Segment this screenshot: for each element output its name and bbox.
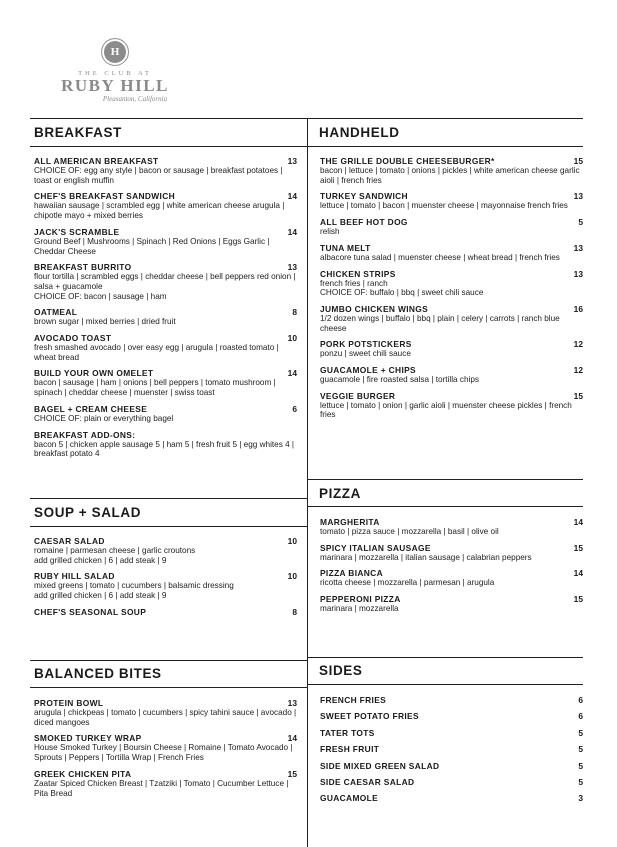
menu-item-description: CHOICE OF: plain or everything bagel xyxy=(34,413,174,423)
menu-item-name: AVOCADO TOAST xyxy=(34,333,112,344)
menu-item-price: 13 xyxy=(573,268,583,279)
bites-top-rule xyxy=(30,660,307,661)
menu-item-name: TATER TOTS xyxy=(320,727,375,738)
menu-item-name: JACK'S SCRAMBLE xyxy=(34,226,120,237)
menu-item-description: guacamole | fire roasted salsa | tortilla chips xyxy=(320,375,479,385)
menu-item-description: marinara | mozzarella xyxy=(320,604,399,614)
menu-item-description: add grilled chicken | 6 | add steak | 9 xyxy=(34,591,167,601)
logo-tagline: THE CLUB AT xyxy=(78,70,152,77)
pizza-top-rule xyxy=(307,479,583,480)
menu-item-name: RUBY HILL SALAD xyxy=(34,571,115,582)
seal-emblem-icon xyxy=(101,38,129,66)
menu-item-name: GUACAMOLE + CHIPS xyxy=(320,365,416,376)
menu-item-name: SWEET POTATO FRIES xyxy=(320,711,419,722)
menu-item-price: 12 xyxy=(573,365,583,376)
menu-item-description: romaine | parmesan cheese | garlic croutons xyxy=(34,546,196,555)
menu-item-price: 6 xyxy=(578,711,583,722)
menu-item-name: SIDE CAESAR SALAD xyxy=(320,776,415,787)
menu-item-description: fresh smashed avocado | over easy egg | arugula | roasted tomato | wheat bread xyxy=(34,343,279,362)
menu-item-description: ricotta cheese | mozzarella | parmesan | arugula xyxy=(320,578,495,588)
menu-item-name: CAESAR SALAD xyxy=(34,536,105,546)
menu-item-name: GREEK CHICKEN PITA xyxy=(34,768,132,779)
menu-item-price: 15 xyxy=(287,768,297,779)
breakfast-title: BREAKFAST xyxy=(34,125,122,140)
soup-salad-items xyxy=(34,536,297,623)
menu-item-name: CHICKEN STRIPS xyxy=(320,268,396,279)
menu-item xyxy=(320,777,583,787)
menu-item-price: 5 xyxy=(578,217,583,228)
menu-item-price: 14 xyxy=(287,226,297,237)
menu-item xyxy=(34,156,297,185)
menu-item xyxy=(34,307,297,327)
handheld-title-rule xyxy=(307,146,583,147)
menu-item-name: THE GRILLE DOUBLE CHEESEBURGER* xyxy=(320,156,495,166)
menu-item-price: 5 xyxy=(578,727,583,738)
menu-item xyxy=(34,262,297,301)
menu-item-name: ALL BEEF HOT DOG xyxy=(320,217,408,228)
menu-item-name: TURKEY SANDWICH xyxy=(320,191,408,202)
pizza-items xyxy=(320,517,583,620)
menu-item-price: 5 xyxy=(578,744,583,755)
menu-item xyxy=(320,594,583,614)
menu-item-description: marinara | mozzarella | italian sausage | calabrian peppers xyxy=(320,552,532,562)
menu-item xyxy=(34,333,297,362)
menu-item xyxy=(34,571,297,600)
menu-item xyxy=(34,191,297,220)
menu-item-price: 3 xyxy=(578,793,583,804)
handheld-title: HANDHELD xyxy=(319,125,400,140)
soup-title-rule xyxy=(30,526,307,527)
balanced-bites-title: BALANCED BITES xyxy=(34,666,162,681)
menu-item xyxy=(320,191,583,211)
menu-item-price: 14 xyxy=(287,191,297,202)
menu-item xyxy=(320,517,583,537)
menu-item-name: BUILD YOUR OWN OMELET xyxy=(34,368,154,379)
menu-item xyxy=(320,711,583,721)
club-logo xyxy=(50,38,180,103)
menu-item-price: 5 xyxy=(578,776,583,787)
menu-item-description: french fries | ranch xyxy=(320,278,388,288)
menu-item-description: CHOICE OF: buffalo | bbq | sweet chili sauce xyxy=(320,288,484,298)
menu-item-price: 10 xyxy=(287,571,297,582)
menu-item-description: hawaiian sausage | scrambled egg | white american cheese arugula | chipotle mayo + mixed berries xyxy=(34,201,285,221)
menu-item xyxy=(34,769,297,798)
menu-item-price: 15 xyxy=(573,156,583,166)
menu-item xyxy=(320,391,583,420)
menu-item-description: CHOICE OF: bacon | sausage | ham xyxy=(34,291,167,301)
menu-item-price: 13 xyxy=(287,262,297,273)
menu-item-name: BREAKFAST ADD-ONS: xyxy=(34,429,136,440)
sides-top-rule xyxy=(307,657,583,658)
menu-item-price: 14 xyxy=(287,733,297,744)
menu-item-price: 6 xyxy=(292,403,297,414)
menu-item xyxy=(320,761,583,771)
menu-item-name: ALL AMERICAN BREAKFAST xyxy=(34,156,159,166)
menu-item-description: bacon | sausage | ham | onions | bell peppers | tomato mushroom | spinach | cheddar cheese | muenster | swiss toast xyxy=(34,378,276,398)
menu-item-price: 15 xyxy=(573,390,583,401)
menu-item-description: tomato | pizza sauce | mozzarella | basil | olive oil xyxy=(320,527,499,536)
menu-item xyxy=(320,793,583,803)
menu-item-name: BREAKFAST BURRITO xyxy=(34,262,132,273)
menu-item-price: 5 xyxy=(578,760,583,771)
handheld-items xyxy=(320,156,583,426)
menu-item-description: 1/2 dozen wings | buffalo | bbq | plain | celery | carrots | ranch blue cheese xyxy=(320,313,560,333)
menu-item-price: 8 xyxy=(292,606,297,617)
menu-item-description: bacon | lettuce | tomato | onions | pickles | white american cheese garlic aioli | french fries xyxy=(320,166,580,185)
menu-item xyxy=(34,227,297,256)
menu-item xyxy=(320,269,583,298)
menu-item xyxy=(320,156,583,185)
menu-item-price: 16 xyxy=(573,303,583,314)
menu-item xyxy=(34,430,297,459)
menu-item-price: 15 xyxy=(573,542,583,553)
menu-item-price: 14 xyxy=(287,368,297,379)
soup-salad-title: SOUP + SALAD xyxy=(34,505,142,520)
menu-item-name: FRENCH FRIES xyxy=(320,695,387,705)
menu-item-price: 10 xyxy=(287,536,297,546)
menu-item xyxy=(320,304,583,333)
menu-item-description: bacon 5 | chicken apple sausage 5 | ham 5 | fresh fruit 5 | egg whites 4 | breakfast potato 4 xyxy=(34,439,295,459)
menu-item-name: SPICY ITALIAN SAUSAGE xyxy=(320,542,431,553)
menu-item xyxy=(320,568,583,588)
menu-item-name: SMOKED TURKEY WRAP xyxy=(34,733,142,744)
menu-item-description: relish xyxy=(320,227,340,237)
breakfast-items xyxy=(34,156,297,465)
menu-item xyxy=(320,365,583,385)
menu-item-price: 8 xyxy=(292,307,297,318)
menu-item-description: brown sugar | mixed berries | dried fruit xyxy=(34,317,176,327)
menu-item-name: OATMEAL xyxy=(34,307,78,318)
menu-item-description: ponzu | sweet chili sauce xyxy=(320,349,411,359)
balanced-bites-items xyxy=(34,698,297,804)
menu-item-name: MARGHERITA xyxy=(320,517,380,527)
menu-item-price: 13 xyxy=(573,191,583,202)
menu-item-name: PROTEIN BOWL xyxy=(34,698,104,708)
seal-monogram: H xyxy=(110,46,120,58)
menu-item-name: JUMBO CHICKEN WINGS xyxy=(320,303,429,314)
menu-item-price: 13 xyxy=(287,156,297,166)
menu-item-description: CHOICE OF: egg any style | bacon or sausage | breakfast potatoes | toast or english muffin xyxy=(34,166,283,185)
sides-title-rule xyxy=(307,684,583,685)
menu-item-description: arugula | chickpeas | tomato | cucumbers | spicy tahini sauce | avocado | diced mangoes xyxy=(34,708,297,727)
logo-name: RUBY HILL xyxy=(61,76,169,95)
menu-item-price: 10 xyxy=(287,333,297,344)
menu-item xyxy=(34,698,297,727)
menu-item xyxy=(320,543,583,563)
menu-item-name: TUNA MELT xyxy=(320,242,371,253)
menu-item-name: GUACAMOLE xyxy=(320,793,379,804)
menu-item-price: 13 xyxy=(573,242,583,253)
menu-item-name: FRESH FRUIT xyxy=(320,744,380,755)
menu-item-description: Zaatar Spiced Chicken Breast | Tzatziki | Tomato | Cucumber Lettuce | Pita Bread xyxy=(34,778,289,798)
sides-items xyxy=(320,695,583,810)
bites-title-rule xyxy=(30,687,307,688)
breakfast-title-rule xyxy=(30,146,307,147)
menu-item-name: CHEF'S SEASONAL SOUP xyxy=(34,606,147,617)
menu-item-price: 14 xyxy=(573,568,583,579)
menu-item xyxy=(320,728,583,738)
menu-item xyxy=(320,217,583,237)
menu-item-price: 6 xyxy=(578,695,583,705)
menu-item xyxy=(34,733,297,762)
pizza-title-rule xyxy=(307,506,583,507)
menu-item-price: 13 xyxy=(287,698,297,708)
menu-item xyxy=(320,243,583,263)
menu-item-name: BAGEL + CREAM CHEESE xyxy=(34,403,148,414)
menu-item-name: SIDE MIXED GREEN SALAD xyxy=(320,760,440,771)
menu-item xyxy=(34,368,297,397)
menu-item-description: Ground Beef | Mushrooms | Spinach | Red Onions | Eggs Garlic | Cheddar Cheese xyxy=(34,236,270,256)
pizza-title: PIZZA xyxy=(319,486,361,501)
menu-item-description: mixed greens | tomato | cucumbers | balsamic dressing xyxy=(34,581,234,591)
menu-item xyxy=(34,607,297,617)
menu-item-description: flour tortilla | scrambled eggs | cheddar cheese | bell peppers red onion | salsa + guacamole xyxy=(34,272,296,291)
menu-item-description: add grilled chicken | 6 | add steak | 9 xyxy=(34,555,167,565)
menu-item xyxy=(320,695,583,705)
menu-item-price: 14 xyxy=(573,517,583,527)
menu-item xyxy=(34,536,297,565)
soup-top-rule xyxy=(30,498,307,499)
center-divider xyxy=(307,118,308,847)
menu-item-description: House Smoked Turkey | Boursin Cheese | Romaine | Tomato Avocado | Sprouts | Peppers | Tortilla Wrap | French Fries xyxy=(34,743,293,763)
menu-item-price: 12 xyxy=(573,339,583,350)
sides-title: SIDES xyxy=(319,663,363,678)
menu-item-name: PIZZA BIANCA xyxy=(320,568,383,579)
menu-item-name: PORK POTSTICKERS xyxy=(320,339,412,350)
menu-item-description: lettuce | tomato | bacon | muenster cheese | mayonnaise french fries xyxy=(320,201,568,211)
menu-item-price: 15 xyxy=(573,594,583,605)
menu-item-name: CHEF'S BREAKFAST SANDWICH xyxy=(34,191,176,202)
menu-item-description: lettuce | tomato | onion | garlic aioli | muenster cheese pickles | french fries xyxy=(320,400,572,420)
logo-location: Pleasanton, California xyxy=(102,95,168,103)
menu-item-name: VEGGIE BURGER xyxy=(320,390,396,401)
menu-item-name: PEPPERONI PIZZA xyxy=(320,594,401,605)
menu-item xyxy=(34,404,297,424)
menu-item xyxy=(320,744,583,754)
menu-item-description: albacore tuna salad | muenster cheese | wheat bread | french fries xyxy=(320,252,560,262)
menu-item xyxy=(320,339,583,359)
